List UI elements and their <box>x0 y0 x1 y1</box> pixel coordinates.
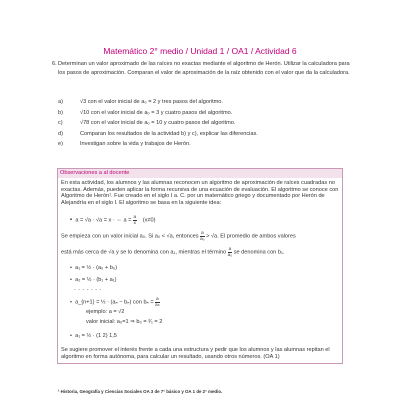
item-text: √78 con el valor inicial de a₀ = 10 y cuatro pasos del algoritmo. <box>80 120 236 127</box>
item-text: √3 con el valor inicial de a₀ = 2 y tres pasos del algoritmo. <box>80 99 223 105</box>
idea-formula <box>70 215 155 225</box>
line-2b-text: > √a. El promedio de ambos valores <box>206 233 296 240</box>
task-items <box>58 97 358 150</box>
formula-a1-numeric-text: a₁ = ½ · (1 2) 1,5 <box>75 333 117 339</box>
fraction-a-over-x: $\frac{a}{x}$ <box>133 214 137 225</box>
task-statement <box>52 60 358 77</box>
formula-recursive: • a_{n+1} = ½ · (aₙ − bₙ) con bₙ = $\frac{a}{\text{aₙ}}$ <box>70 296 160 307</box>
explanation-line-3 <box>61 247 284 257</box>
item-text: Investigan sobre la vida y trabajos de Herón. <box>80 141 191 148</box>
item-letter: a) <box>58 99 63 105</box>
fraction-a-over-an: $\frac{a}{\text{aₙ}}$ <box>155 296 160 307</box>
item-text: √10 con el valor inicial de a₀ = 3 y cuatro pasos del algoritmo. <box>80 109 233 116</box>
line-3-text: está más cerca de √a y se lo denomina con a₁, mientras el término <box>61 249 227 256</box>
item-letter: c) <box>58 120 63 127</box>
item-letter: e) <box>58 141 63 148</box>
footnote: ¹ Historia, Geografía y Ciencias Sociales OA 3 de 7° básico y OA 1 de 2° medio. <box>58 389 223 394</box>
task-text: Determinan un valor aproximado de las raíces no exactas mediante el algoritmo de Herón. Utilizar la calculadora para los pasos de aproximación. Comparan el valor de aproximación de la raíz obtenido con el valor que da la calculadora. <box>58 61 350 76</box>
example-values: valor inicial: a₀=1 ⇒ b₀ = ²⁄₁ = 2 <box>86 319 163 325</box>
bullet-icon: • <box>70 217 74 224</box>
teacher-notes-intro: En esta actividad, los alumnos y las alumnas reconocen un algoritmo de aproximación de raíces cuadradas no exactas. Además, pueden aplicar la forma recursiva de una ecuación de evaluación. El algoritmo se conoce con Algoritmo de Herón¹. Fue creado en el siglo I a. C. por un matemático griego y documentado por Herón de Alejandría en el siglo I. El algoritmo se basa en la siguiente idea: <box>61 180 339 206</box>
teacher-notes-heading: Observaciones a al docente <box>60 170 130 176</box>
teacher-notes-header <box>58 169 342 178</box>
formula-a1-text: a₁ = ½ · (a₀ + b₀) <box>75 265 118 271</box>
closing-paragraph: Se sugiere promover el interés frente a cada una estructura y pedir que los alumnos y las alumnas repitan el algoritmo en forma autónoma, para calcular un resultado, usando otros números. (OA 1) <box>61 347 330 360</box>
line-2-text: Se empieza con un valor inicial a₀. Si a₀ < √a, entonces <box>61 233 199 240</box>
explanation-line-2 <box>61 231 296 241</box>
item-text: Comparan los resultados de la actividad b) y c), explicar las diferencias. <box>80 130 258 137</box>
list-item <box>58 129 358 140</box>
formula-a2-text: a₂ = ½ · (b₁ + a₁) <box>75 277 117 283</box>
list-item <box>58 97 358 108</box>
teacher-notes-box <box>57 168 343 364</box>
fraction-a-over-a0: $\frac{a}{\text{a₀}}$ <box>200 230 205 241</box>
formula-a2: • a₂ = ½ · (b₁ + a₁) <box>70 277 117 283</box>
line-3b-text: se denomina con b₁. <box>233 249 285 256</box>
formula-recursive-text: a_{n+1} = ½ · (aₙ − bₙ) con bₙ = <box>75 299 154 306</box>
page-title: Matemático 2° medio / Unidad 1 / OA1 / Actividad 6 <box>103 46 297 56</box>
idea-tail: (x≠0) <box>142 217 156 224</box>
item-letter: d) <box>58 130 63 137</box>
formula-a1: • a₁ = ½ · (a₀ + b₀) <box>70 265 118 271</box>
fraction-a-over-a0-b: $\frac{a}{\text{a₀}}$ <box>227 246 233 257</box>
example-label: ejemplo: a = √2 <box>86 309 125 315</box>
list-item <box>58 108 358 119</box>
task-number: 6. <box>52 61 57 67</box>
list-item <box>58 139 358 150</box>
list-item <box>58 118 358 129</box>
separator-dashes: - - - - - - - <box>74 287 102 293</box>
formula-a1-numeric: • a₁ = ½ · (1 2) 1,5 <box>70 333 117 339</box>
item-letter: b) <box>58 109 63 116</box>
idea-line: a = √a · √a = x · ⇔ a = <box>75 217 133 224</box>
